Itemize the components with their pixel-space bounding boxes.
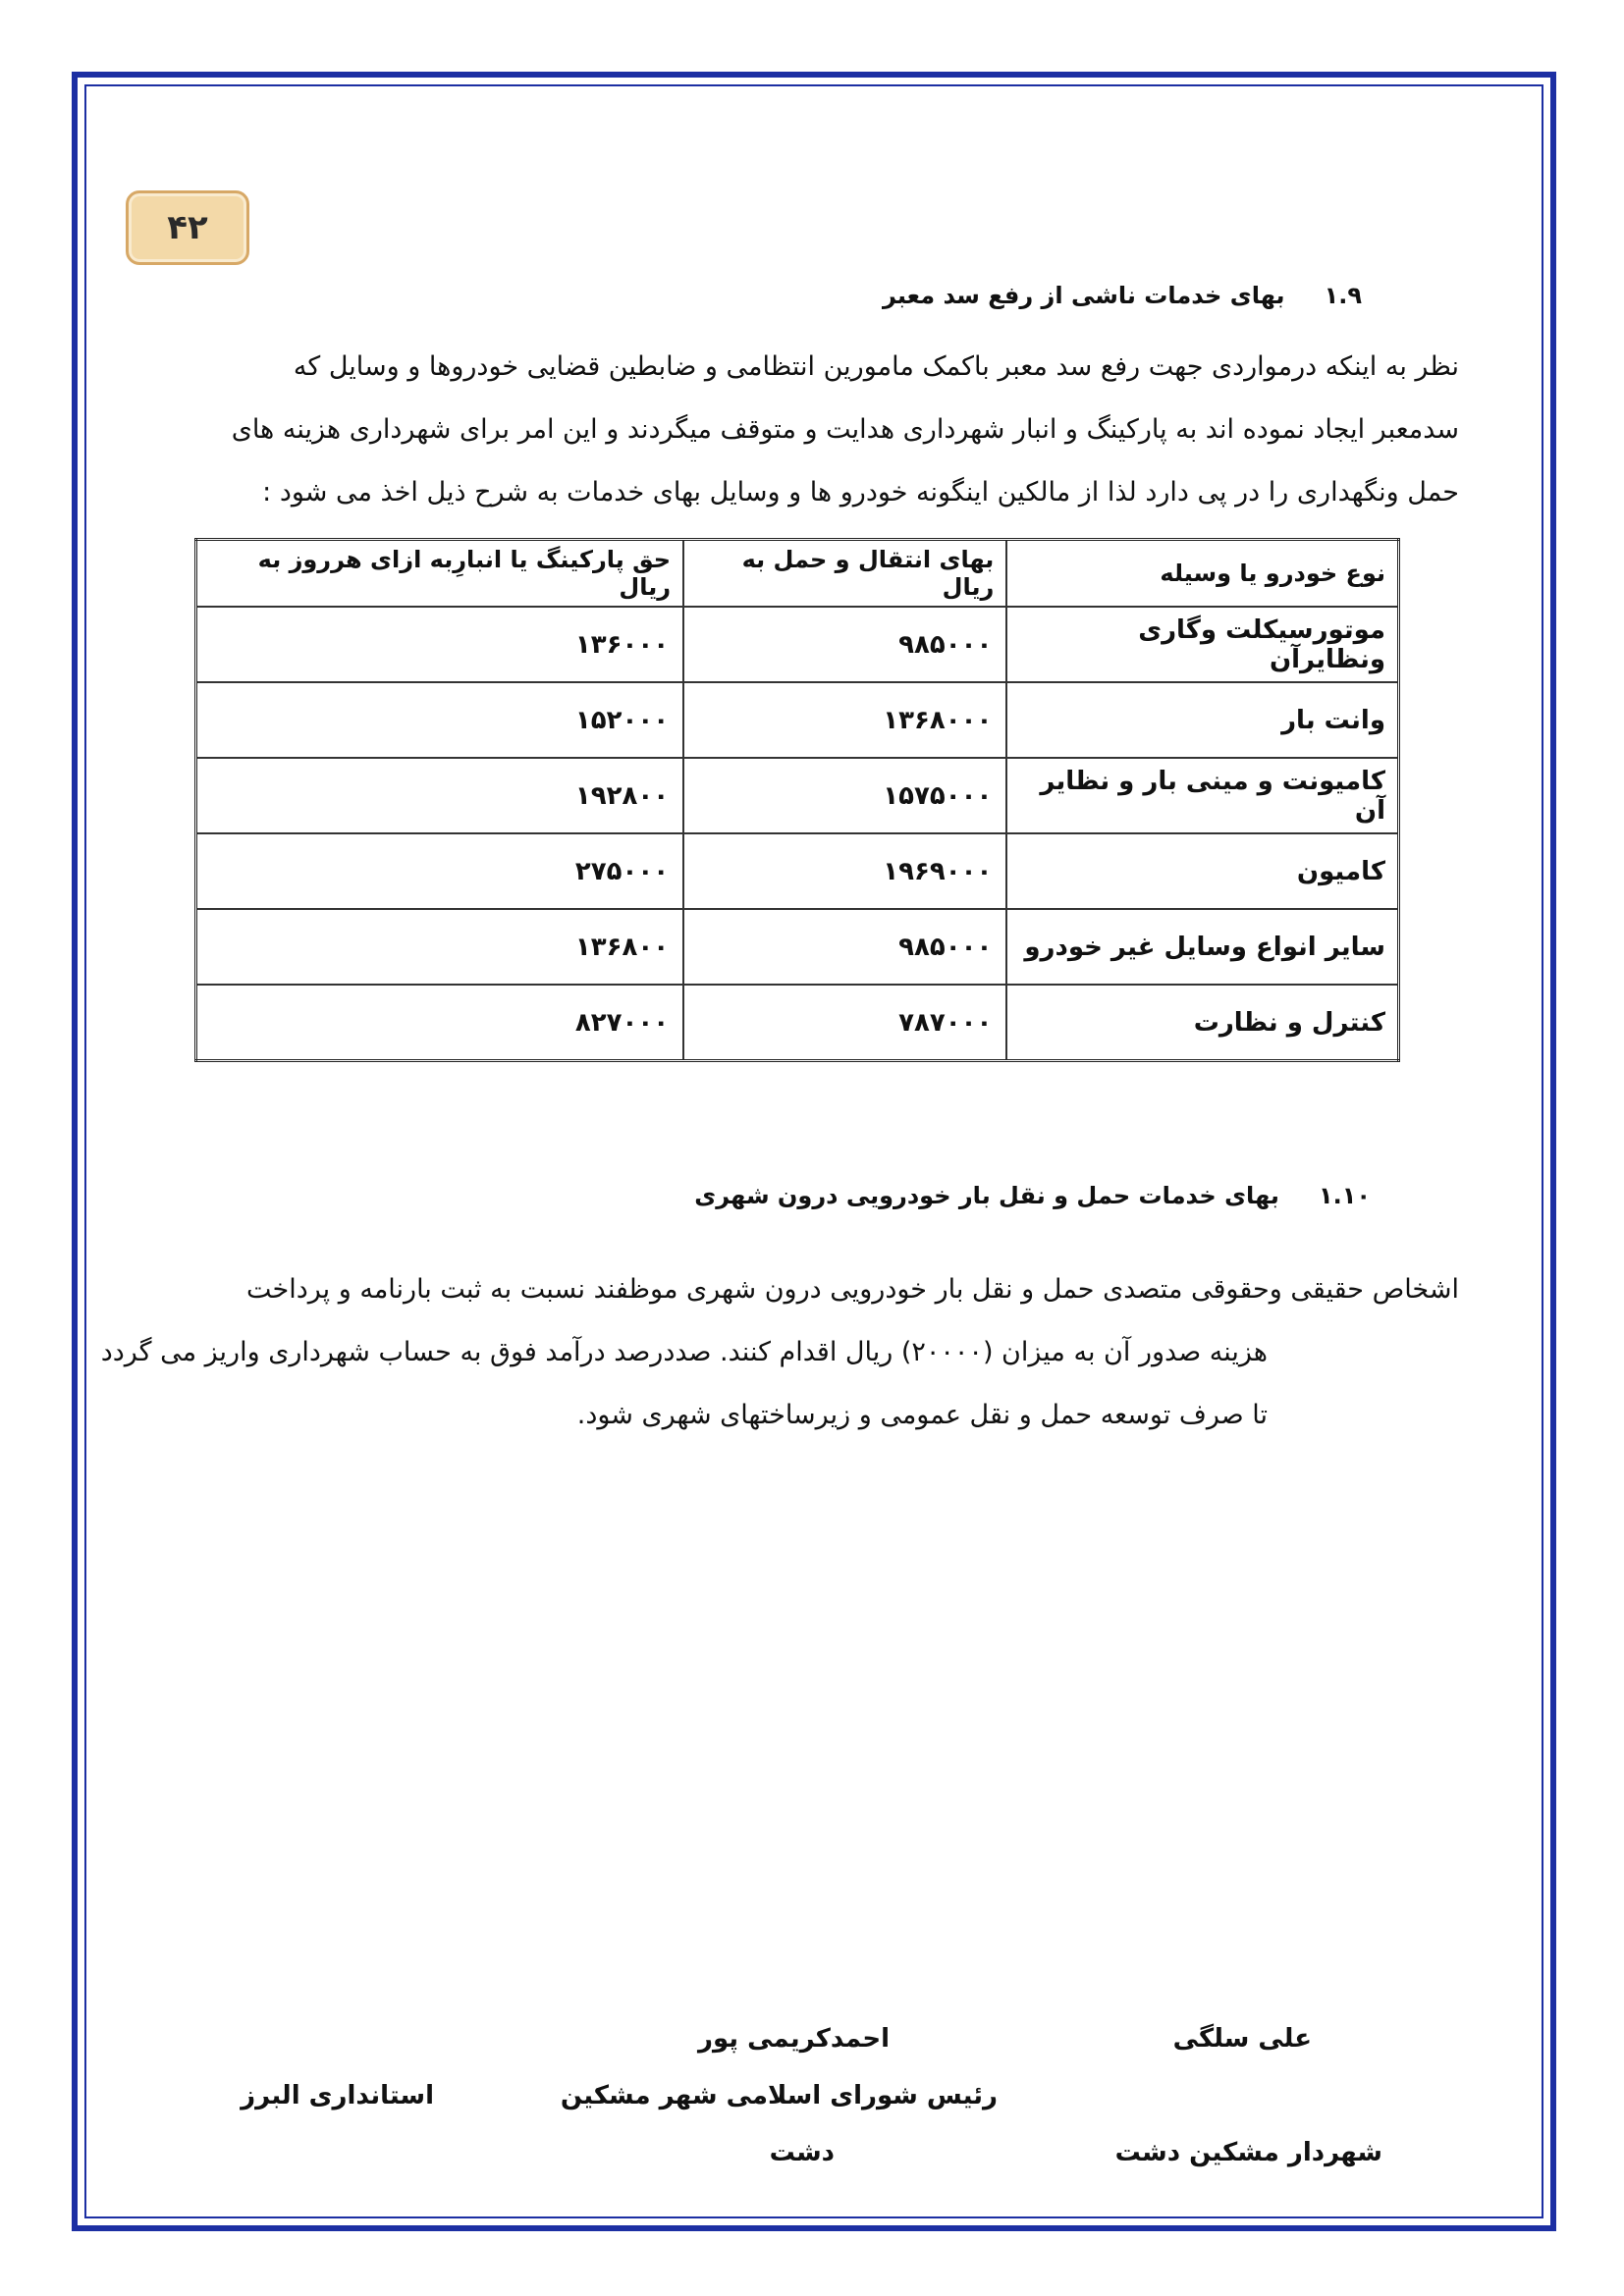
transfer-fee-cell: ۱۹۶۹۰۰۰ bbox=[683, 833, 1006, 909]
section-1-number: ۱.۹ bbox=[1324, 282, 1362, 309]
council-head-title-line1: رئیس شورای اسلامی شهر مشکین bbox=[560, 2081, 998, 2110]
header-transfer-fee: بهای انتقال و حمل به ریال bbox=[683, 540, 1006, 608]
parking-fee-cell: ۱۵۲۰۰۰ bbox=[196, 682, 684, 758]
table-row bbox=[196, 607, 1399, 682]
mayor-name: علی سلگی bbox=[1172, 2024, 1312, 2054]
table-row bbox=[196, 833, 1399, 909]
vehicle-type-cell: سایر انواع وسایل غیر خودرو bbox=[1006, 909, 1398, 985]
transfer-fee-cell: ۹۸۵۰۰۰ bbox=[683, 607, 1006, 682]
table-row bbox=[196, 758, 1399, 833]
vehicle-type-cell: وانت بار bbox=[1006, 682, 1398, 758]
table-row bbox=[196, 985, 1399, 1061]
header-vehicle-type: نوع خودرو یا وسیله bbox=[1006, 540, 1398, 608]
parking-fee-cell: ۲۷۵۰۰۰ bbox=[196, 833, 684, 909]
page-number-badge bbox=[126, 190, 249, 265]
header-parking-fee: حق پارکینگ یا انبارِبه ازای هرروز به ریال bbox=[196, 540, 684, 608]
section-1-paragraph bbox=[134, 336, 1459, 524]
section-2-line: هزینه صدور آن به میزان (۲۰۰۰۰) ریال اقدام کنند. صددرصد درآمد فوق به حساب شهرداری واریز می گردد bbox=[100, 1337, 1268, 1367]
table-header-row bbox=[196, 540, 1399, 608]
parking-fee-cell: ۸۲۷۰۰۰ bbox=[196, 985, 684, 1061]
section-2-line: اشخاص حقیقی وحقوقی متصدی حمل و نقل بار خودرویی درون شهری موظفند نسبت به ثبت بارنامه و پرداخت bbox=[246, 1274, 1459, 1305]
section-1-heading bbox=[883, 282, 1362, 309]
governor-office: استانداری البرز bbox=[241, 2081, 434, 2110]
mayor-title: شهردار مشکین دشت bbox=[1114, 2138, 1382, 2167]
table-row bbox=[196, 909, 1399, 985]
table-row bbox=[196, 682, 1399, 758]
section-1-line: سدمعبر ایجاد نموده اند به پارکینگ و انبار شهرداری هدایت و متوقف میگردند و این امر برای شهرداری هزینه های bbox=[231, 414, 1459, 445]
parking-fee-cell: ۱۳۶۸۰۰ bbox=[196, 909, 684, 985]
section-2-paragraph bbox=[100, 1258, 1459, 1447]
vehicle-type-cell: کنترل و نظارت bbox=[1006, 985, 1398, 1061]
transfer-fee-cell: ۱۳۶۸۰۰۰ bbox=[683, 682, 1006, 758]
vehicle-type-cell: موتورسیکلت وگاری ونظایرآن bbox=[1006, 607, 1398, 682]
section-2-line: تا صرف توسعه حمل و نقل عمومی و زیرساختهای شهری شود. bbox=[576, 1400, 1268, 1430]
section-2-heading bbox=[694, 1182, 1371, 1209]
transfer-fee-cell: ۱۵۷۵۰۰۰ bbox=[683, 758, 1006, 833]
section-2-title: بهای خدمات حمل و نقل بار خودرویی درون شهری bbox=[694, 1182, 1279, 1209]
transfer-fee-cell: ۹۸۵۰۰۰ bbox=[683, 909, 1006, 985]
transfer-fee-cell: ۷۸۷۰۰۰ bbox=[683, 985, 1006, 1061]
council-head-title-line2: دشت bbox=[769, 2138, 835, 2167]
section-1-line: حمل ونگهداری را در پی دارد لذا از مالکین اینگونه خودرو ها و وسایل بهای خدمات به شرح ذیل اخذ می شود : bbox=[262, 477, 1459, 507]
section-1-title: بهای خدمات ناشی از رفع سد معبر bbox=[882, 282, 1285, 309]
parking-fee-cell: ۱۳۶۰۰۰ bbox=[196, 607, 684, 682]
council-head-name: احمدکریمی پور bbox=[698, 2024, 890, 2054]
section-2-number: ۱.۱۰ bbox=[1318, 1182, 1371, 1209]
vehicle-type-cell: کامیون bbox=[1006, 833, 1398, 909]
page-number: ۴۲ bbox=[167, 208, 208, 247]
vehicle-type-cell: کامیونت و مینی بار و نظایر آن bbox=[1006, 758, 1398, 833]
fees-table bbox=[194, 538, 1400, 1062]
parking-fee-cell: ۱۹۲۸۰۰ bbox=[196, 758, 684, 833]
section-1-line: نظر به اینکه درمواردی جهت رفع سد معبر باکمک مامورین انتظامی و ضابطین قضایی خودروها و وسایل که bbox=[293, 351, 1459, 382]
